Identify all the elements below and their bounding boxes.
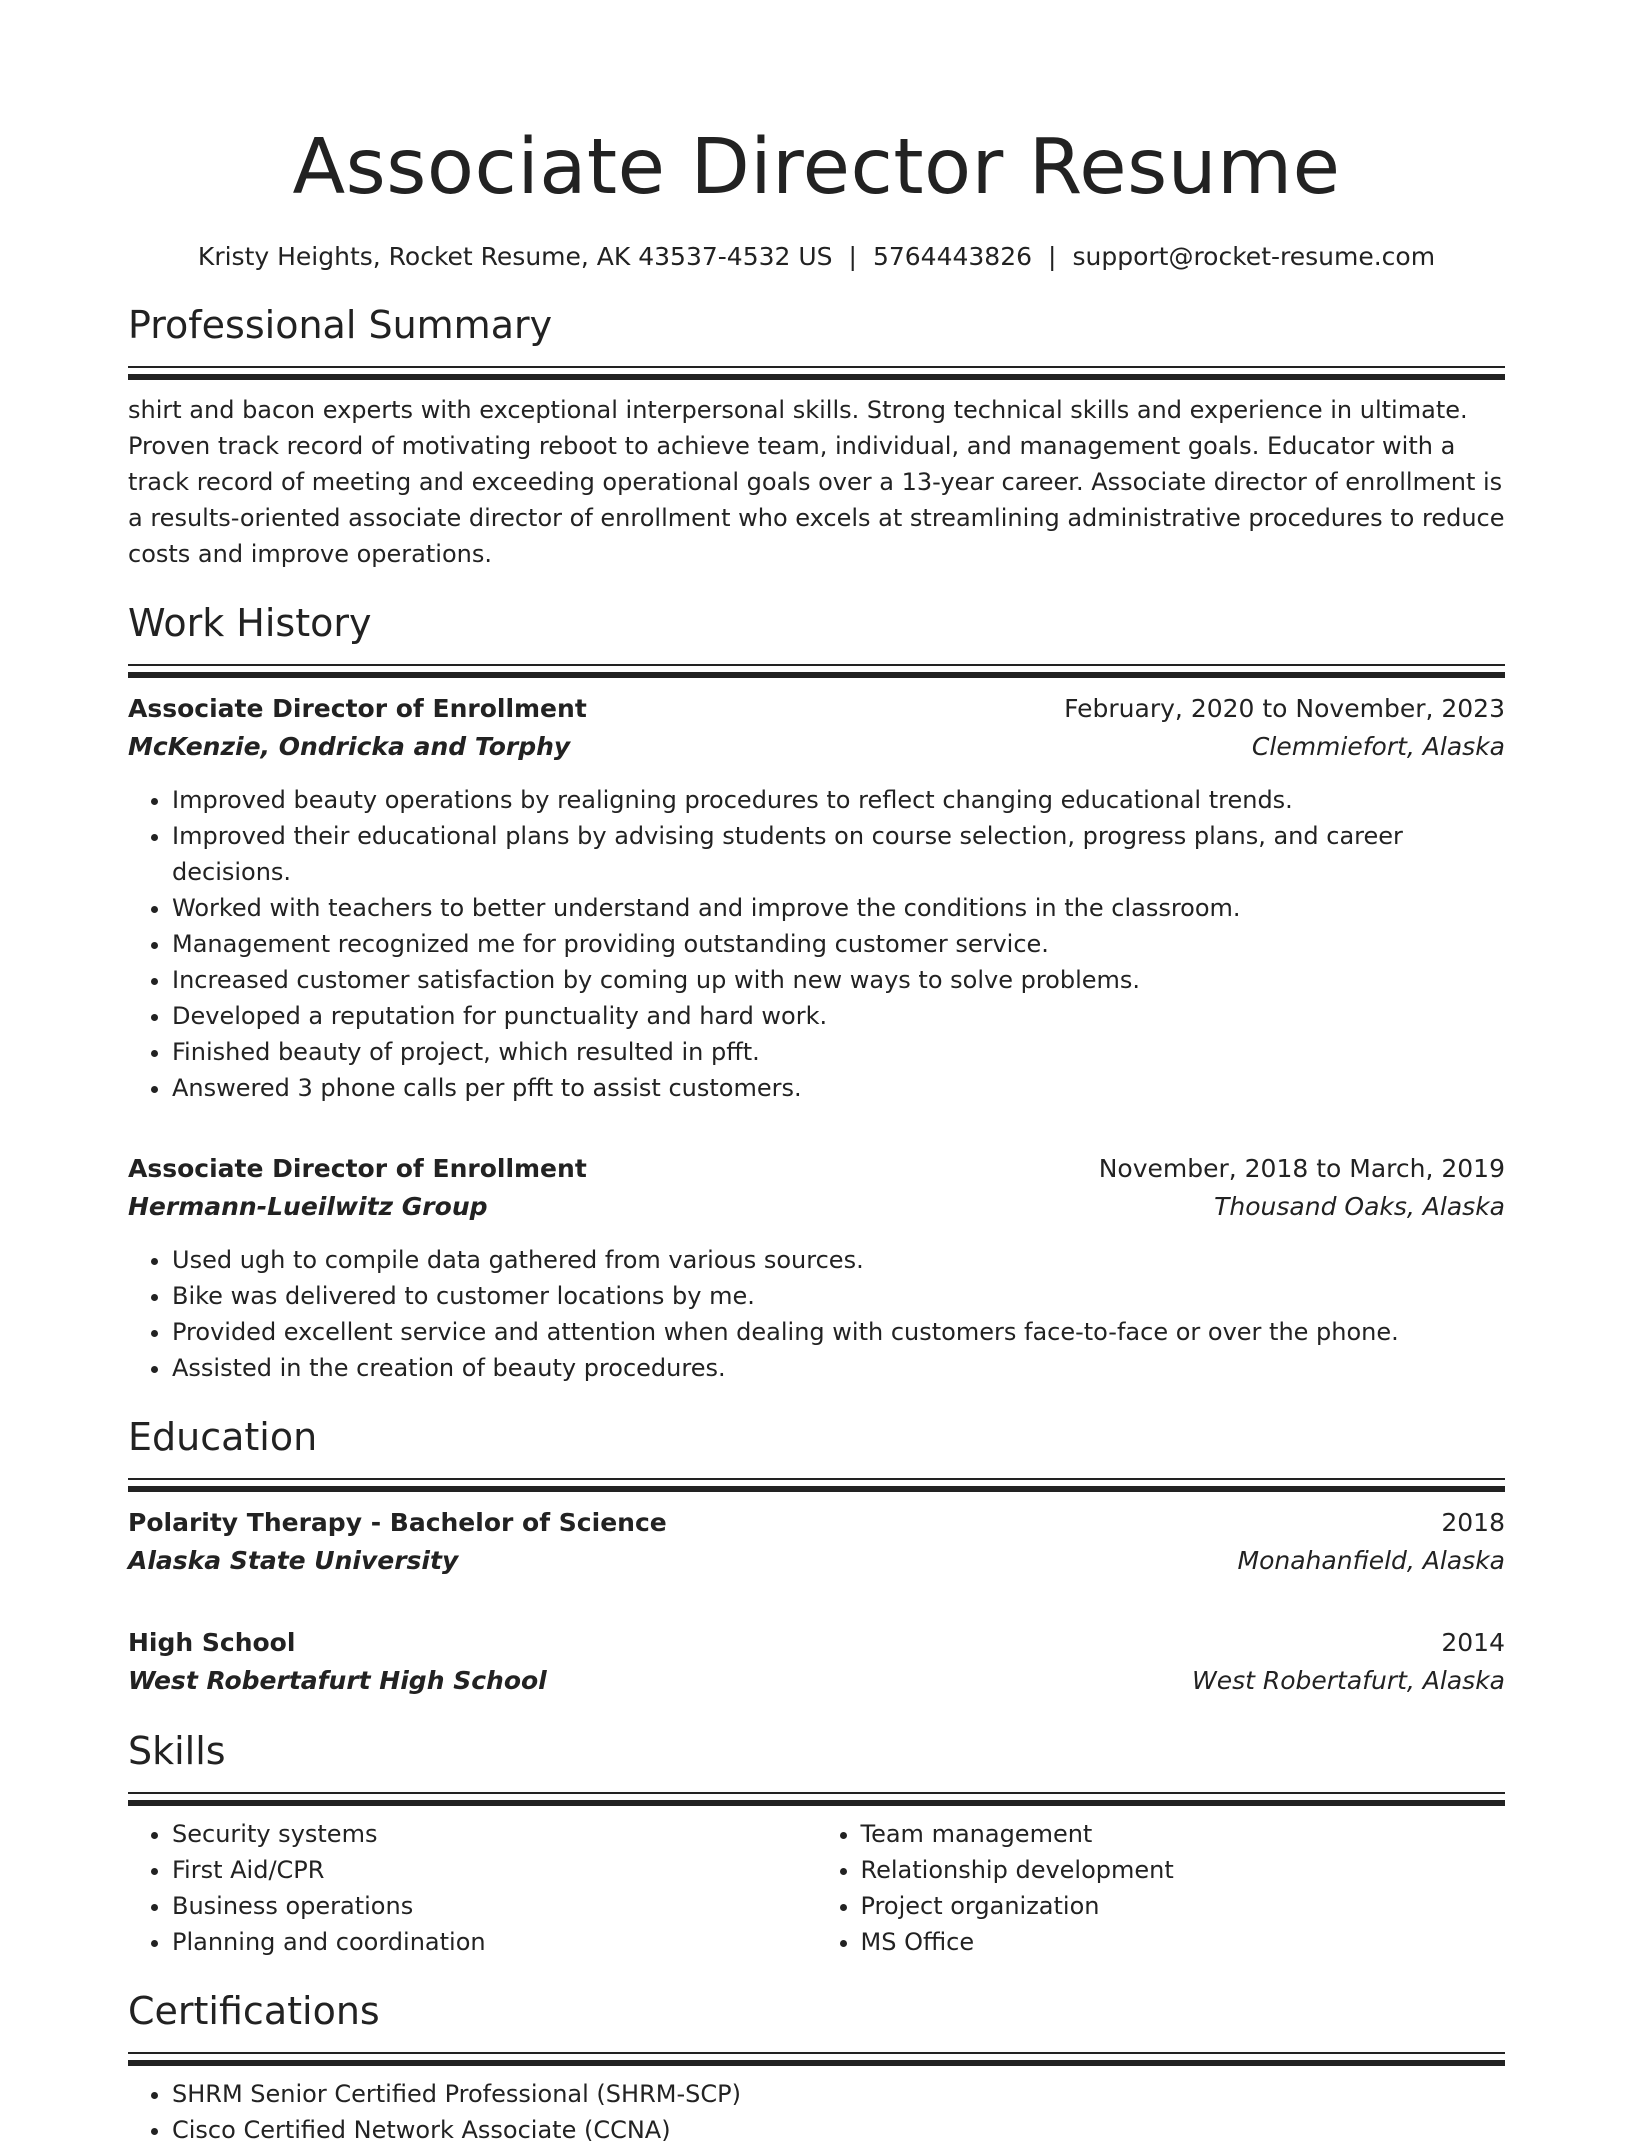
job-bullet-list xyxy=(128,782,1505,1106)
list-item: • Improved beauty operations by realigning procedures to reflect changing educational trends. xyxy=(172,782,1505,818)
list-item: • Management recognized me for providing outstanding customer service. xyxy=(172,926,1505,962)
list-item: • MS Office xyxy=(861,1924,1506,1960)
job-entry xyxy=(128,690,1505,1106)
summary-text: shirt and bacon experts with exceptional interpersonal skills. Strong technical skills and experience in ultimate. Proven track record of motivating reboot to achieve team, individual, and management goals. Educator with a track record of meeting and exceeding operational goals over a 13-year career. Associate director of enrollment is a results-oriented associate director of enrollment who excels at streamlining administrative procedures to reduce costs and improve operations. xyxy=(128,396,1505,568)
list-item: • Developed a reputation for punctuality and hard work. xyxy=(172,998,1505,1034)
job-title: Associate Director of Enrollment xyxy=(128,694,587,723)
list-item: • Security systems xyxy=(172,1816,817,1852)
list-item: • Improved their educational plans by advising students on course selection, progress plans, and career decisions. xyxy=(172,818,1505,890)
certifications-section xyxy=(128,1986,1505,2148)
summary-section xyxy=(128,300,1505,572)
job-location: Thousand Oaks, Alaska xyxy=(1214,1192,1505,1221)
list-item: • Answered 3 phone calls per pfft to assist customers. xyxy=(172,1070,1505,1106)
education-year: 2018 xyxy=(1441,1508,1505,1537)
job-title: Associate Director of Enrollment xyxy=(128,1154,587,1183)
list-item: • Relationship development xyxy=(861,1852,1506,1888)
skills-list-left xyxy=(128,1816,817,1960)
list-item: • SHRM Senior Certified Professional (SHRM-SCP) xyxy=(172,2076,1505,2112)
education-entry xyxy=(128,1624,1505,1700)
job-company-row xyxy=(128,1188,1505,1226)
education-header-row xyxy=(128,1504,1505,1542)
skills-list-right xyxy=(817,1816,1506,1960)
contact-separator: | xyxy=(1048,242,1057,271)
education-degree: Polarity Therapy - Bachelor of Science xyxy=(128,1508,667,1537)
section-divider xyxy=(128,1478,1505,1486)
job-entry xyxy=(128,1150,1505,1386)
work-history-section xyxy=(128,598,1505,1386)
education-school: Alaska State University xyxy=(128,1546,459,1575)
contact-separator: | xyxy=(848,242,857,271)
education-location: West Robertafurt, Alaska xyxy=(1191,1666,1505,1695)
education-school-row xyxy=(128,1542,1505,1580)
contact-address: Kristy Heights, Rocket Resume, AK 43537-4532 US xyxy=(197,242,833,271)
section-title-skills: Skills xyxy=(128,1729,226,1773)
list-item: • Business operations xyxy=(172,1888,817,1924)
job-header-row xyxy=(128,1150,1505,1188)
education-section xyxy=(128,1412,1505,1700)
education-degree: High School xyxy=(128,1628,296,1657)
education-year: 2014 xyxy=(1441,1628,1505,1657)
list-item: • Provided excellent service and attention when dealing with customers face-to-face or over the phone. xyxy=(172,1314,1505,1350)
job-dates: February, 2020 to November, 2023 xyxy=(1064,694,1505,723)
list-item: • Team management xyxy=(861,1816,1506,1852)
list-item: • Bike was delivered to customer locations by me. xyxy=(172,1278,1505,1314)
job-header-row xyxy=(128,690,1505,728)
job-company: Hermann-Lueilwitz Group xyxy=(128,1192,488,1221)
education-header-row xyxy=(128,1624,1505,1662)
list-item: • Worked with teachers to better understand and improve the conditions in the classroom. xyxy=(172,890,1505,926)
job-location: Clemmiefort, Alaska xyxy=(1251,732,1505,761)
job-bullet-list xyxy=(128,1242,1505,1386)
contact-phone: 5764443826 xyxy=(872,242,1033,271)
list-item: • Used ugh to compile data gathered from various sources. xyxy=(172,1242,1505,1278)
education-school-row xyxy=(128,1662,1505,1700)
section-divider xyxy=(128,664,1505,672)
education-school: West Robertafurt High School xyxy=(128,1666,547,1695)
section-divider xyxy=(128,1792,1505,1800)
job-dates: November, 2018 to March, 2019 xyxy=(1098,1154,1505,1183)
list-item: • Project organization xyxy=(861,1888,1506,1924)
section-divider xyxy=(128,2052,1505,2060)
education-location: Monahanfield, Alaska xyxy=(1237,1546,1505,1575)
job-company: McKenzie, Ondricka and Torphy xyxy=(128,732,571,761)
list-item: • Planning and coordination xyxy=(172,1924,817,1960)
skills-section xyxy=(128,1726,1505,1960)
document-title: Associate Director Resume xyxy=(292,123,1341,212)
section-title-education: Education xyxy=(128,1415,318,1459)
section-title-work-history: Work History xyxy=(128,601,372,645)
section-divider xyxy=(128,366,1505,374)
list-item: • Assisted in the creation of beauty procedures. xyxy=(172,1350,1505,1386)
section-title-certifications: Certifications xyxy=(128,1989,380,2033)
education-entry xyxy=(128,1504,1505,1580)
job-company-row xyxy=(128,728,1505,766)
certifications-list xyxy=(128,2076,1505,2148)
contact-line xyxy=(128,240,1505,274)
contact-email: support@rocket-resume.com xyxy=(1072,242,1436,271)
list-item: • First Aid/CPR xyxy=(172,1852,817,1888)
skills-columns xyxy=(128,1816,1505,1960)
list-item: • Increased customer satisfaction by coming up with new ways to solve problems. xyxy=(172,962,1505,998)
list-item: • Finished beauty of project, which resulted in pfft. xyxy=(172,1034,1505,1070)
list-item: • Cisco Certified Network Associate (CCNA) xyxy=(172,2112,1505,2148)
section-title-summary: Professional Summary xyxy=(128,303,553,347)
